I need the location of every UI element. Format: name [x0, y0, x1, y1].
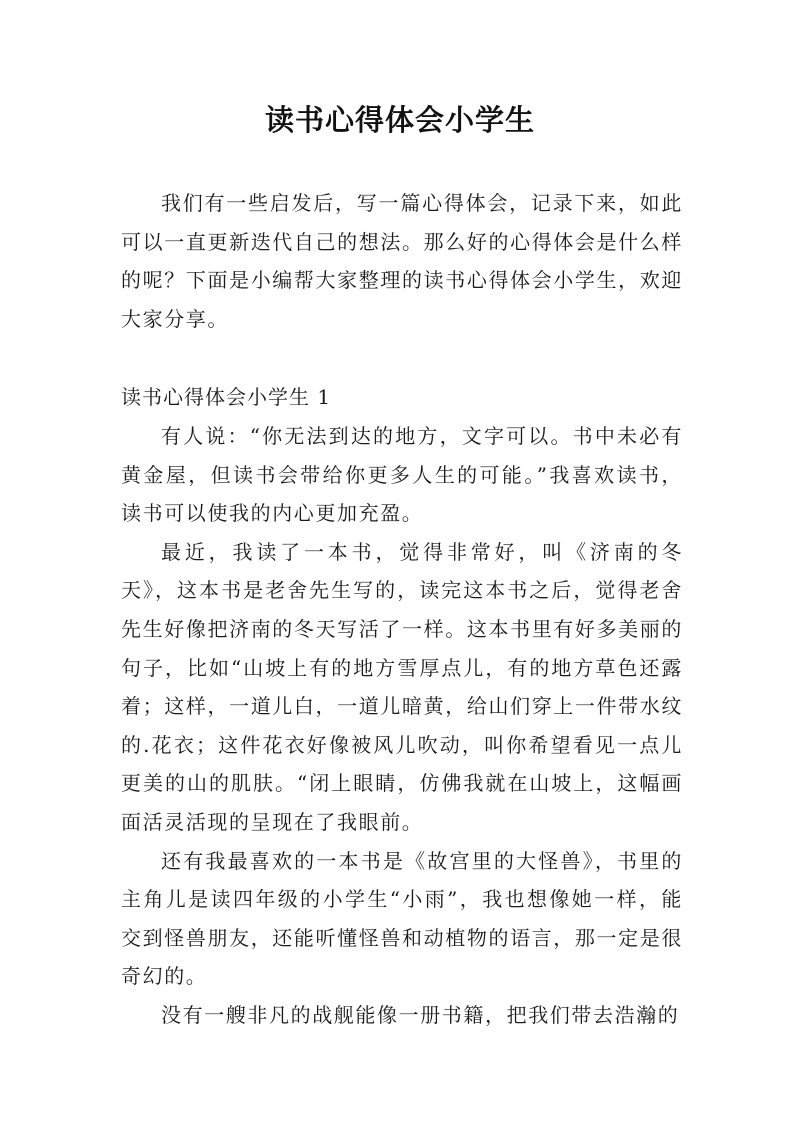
body-paragraph: 有人说：“你无法到达的地方，文字可以。书中未必有黄金屋，但读书会带给你更多人生的可能。”我喜欢读书，读书可以使我的内心更加充盈。 [121, 423, 683, 526]
document-body [121, 184, 683, 1034]
body-paragraph: 没有一艘非凡的战舰能像一册书籍，把我们带去浩瀚的 [161, 1002, 680, 1027]
body-paragraph: 最近，我读了一本书，觉得非常好，叫《济南的冬天》，这本书是老舍先生写的，读完这本书之后，觉得老舍先生好像把济南的冬天写活了一样。这本书里有好多美丽的句子，比如“山坡上有的地方雪厚点儿，有的地方草色还露着；这样，一道儿白，一道儿暗黄，给山们穿上一件带水纹的.花衣；这件花衣好像被风儿吹动，叫你希望看见一点儿更美的山的肌肤。“闭上眼睛，仿佛我就在山坡上，这幅画面活灵活现的呈现在了我眼前。 [121, 539, 683, 834]
section-heading: 读书心得体会小学生 1 [121, 385, 332, 410]
page-title: 读书心得体会小学生 [264, 103, 535, 137]
body-paragraph: 还有我最喜欢的一本书是《故宫里的大怪兽》，书里的主角儿是读四年级的小学生“小雨”，我也想像她一样，能交到怪兽朋友，还能听懂怪兽和动植物的语言，那一定是很奇幻的。 [121, 848, 683, 989]
intro-paragraph: 我们有一些启发后，写一篇心得体会，记录下来，如此可以一直更新迭代自己的想法。那么好的心得体会是什么样的呢？下面是小编帮大家整理的读书心得体会小学生，欢迎大家分享。 [121, 191, 683, 331]
